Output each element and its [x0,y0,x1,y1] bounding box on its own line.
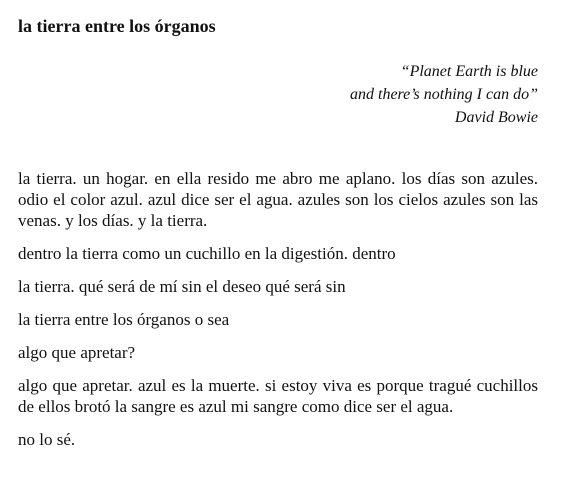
epigraph-line-2: and there’s nothing I can do” [350,86,538,103]
epigraph [350,60,538,129]
poem-body [18,168,538,462]
stanza-5: algo que apretar? [18,343,136,362]
stanza-3: la tierra. qué será de mí sin el deseo qué será sin [18,277,346,296]
stanza-2: dentro la tierra como un cuchillo en la digestión. dentro [18,244,396,263]
stanza-6: algo que apretar. azul es la muerte. si estoy viva es porque tragué cuchillos de ellos brotó la sangre es azul mi sangre como dice ser el agua. [18,376,538,416]
stanza-1: la tierra. un hogar. en ella resido me abro me aplano. los días son azules. odio el color azul. azul dice ser el agua. azules son los cielos azules son las venas. y los días. y la tierra. [18,169,538,230]
epigraph-author: David Bowie [454,109,538,126]
stanza-7: no lo sé. [18,430,76,449]
stanza-4: la tierra entre los órganos o sea [18,310,230,329]
epigraph-line-1: “Planet Earth is blue [400,63,538,80]
poem-title: la tierra entre los órganos [18,16,216,36]
